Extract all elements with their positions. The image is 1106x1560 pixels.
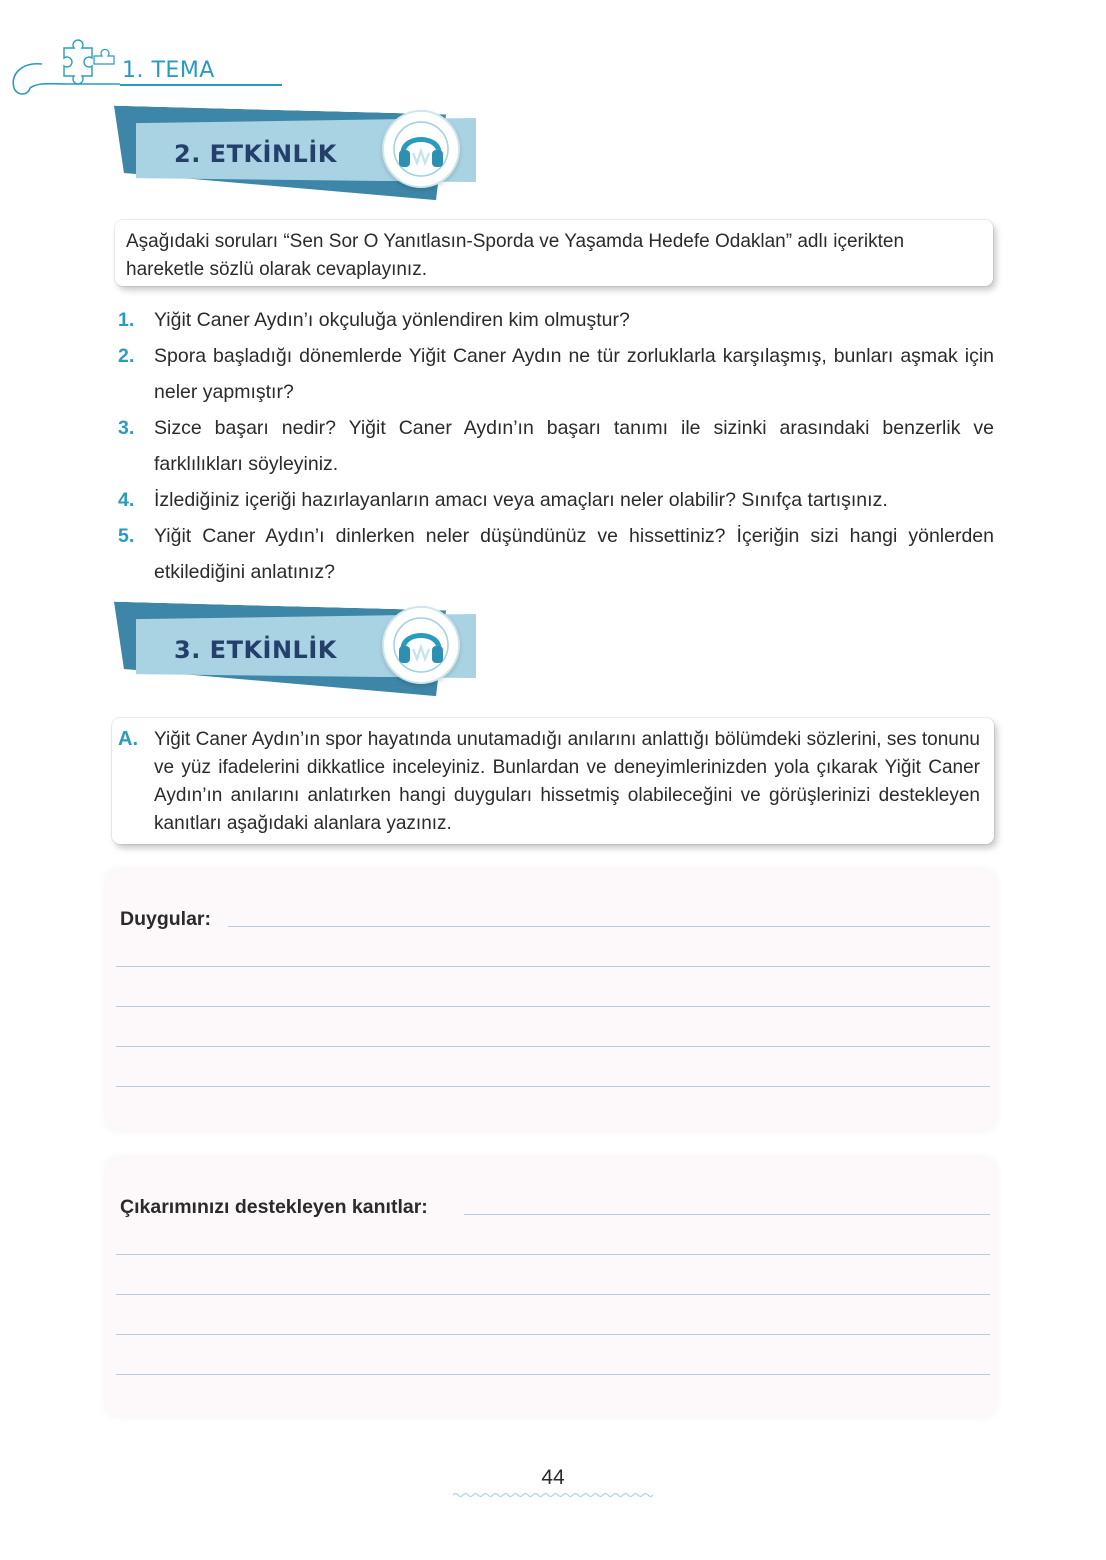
activity-2-banner	[114, 110, 494, 206]
question-text: Yiğit Caner Aydın’ı dinlerken neler düşündünüz ve hissettiniz? İçeriğin sizi hangi yönlerden etkilediğini anlatınız?	[154, 525, 994, 583]
question-number: 3.	[118, 417, 135, 439]
question-item	[118, 338, 994, 410]
activity-3-banner	[114, 606, 494, 702]
question-item	[118, 302, 994, 338]
headphones-icon	[391, 615, 451, 675]
evidence-label: Çıkarımınızı destekleyen kanıtlar:	[120, 1196, 428, 1218]
feelings-writing-area[interactable]	[104, 868, 998, 1132]
page-number-ornament	[453, 1492, 653, 1498]
writing-line[interactable]	[116, 1086, 990, 1087]
activity-3-instruction: Yiğit Caner Aydın’ın spor hayatında unutamadığı anılarını anlattığı bölümdeki sözlerini, ses tonunu ve yüz ifadelerini dikkatlice inceleyiniz. Bunlardan ve deneyimlerinizden yola çıkarak Yiğit Caner Aydın’ın anılarını anlatırken hangi duyguları hissetmiş olabileceğini ve görüşlerinizi destekleyen kanıtları aşağıdaki alanlara yazınız.	[154, 729, 980, 834]
question-number: 4.	[118, 489, 135, 511]
question-number: 1.	[118, 309, 135, 331]
evidence-writing-area[interactable]	[104, 1156, 998, 1418]
writing-line[interactable]	[116, 1006, 990, 1007]
activity-2-instruction: Aşağıdaki soruları “Sen Sor O Yanıtlasın-Sporda ve Yaşamda Hedefe Odaklan” adlı içerikten hareketle sözlü olarak cevaplayınız.	[126, 231, 905, 280]
question-item	[118, 482, 994, 518]
writing-line[interactable]	[116, 1254, 990, 1255]
activity-3-instruction-box	[112, 718, 994, 844]
question-text: Sizce başarı nedir? Yiğit Caner Aydın’ın başarı tanımı ile sizinki arasındaki benzerlik ve farklılıkları söyleyiniz.	[154, 417, 994, 475]
activity-2-badge	[382, 110, 460, 188]
activity-3-badge	[382, 606, 460, 684]
question-item	[118, 518, 994, 590]
feelings-label: Duygular:	[120, 908, 212, 930]
writing-line[interactable]	[116, 966, 990, 967]
question-text: Yiğit Caner Aydın’ı okçuluğa yönlendiren kim olmuştur?	[154, 309, 630, 331]
activity-2-title: 2. ETKİNLİK	[174, 140, 337, 168]
writing-line[interactable]	[116, 1374, 990, 1375]
writing-line[interactable]	[228, 926, 990, 927]
theme-label: 1. TEMA	[122, 58, 215, 83]
writing-line[interactable]	[116, 1294, 990, 1295]
puzzle-swirl-icon	[8, 38, 120, 100]
writing-line[interactable]	[116, 1334, 990, 1335]
question-text: İzlediğiniz içeriği hazırlayanların amacı veya amaçları neler olabilir? Sınıfça tartışınız.	[154, 489, 888, 511]
question-number: 2.	[118, 345, 135, 367]
theme-underline	[120, 84, 282, 86]
writing-line[interactable]	[116, 1046, 990, 1047]
part-letter: A.	[118, 728, 138, 750]
question-list	[118, 302, 994, 590]
question-text: Spora başladığı dönemlerde Yiğit Caner Aydın ne tür zorluklarla karşılaşmış, bunları aşmak için neler yapmıştır?	[154, 345, 994, 403]
activity-2-instruction-box	[115, 220, 993, 286]
headphones-icon	[391, 119, 451, 179]
activity-3-title: 3. ETKİNLİK	[174, 636, 337, 664]
writing-line[interactable]	[464, 1214, 990, 1215]
page-number: 44	[541, 1466, 565, 1489]
question-item	[118, 410, 994, 482]
question-number: 5.	[118, 525, 135, 547]
